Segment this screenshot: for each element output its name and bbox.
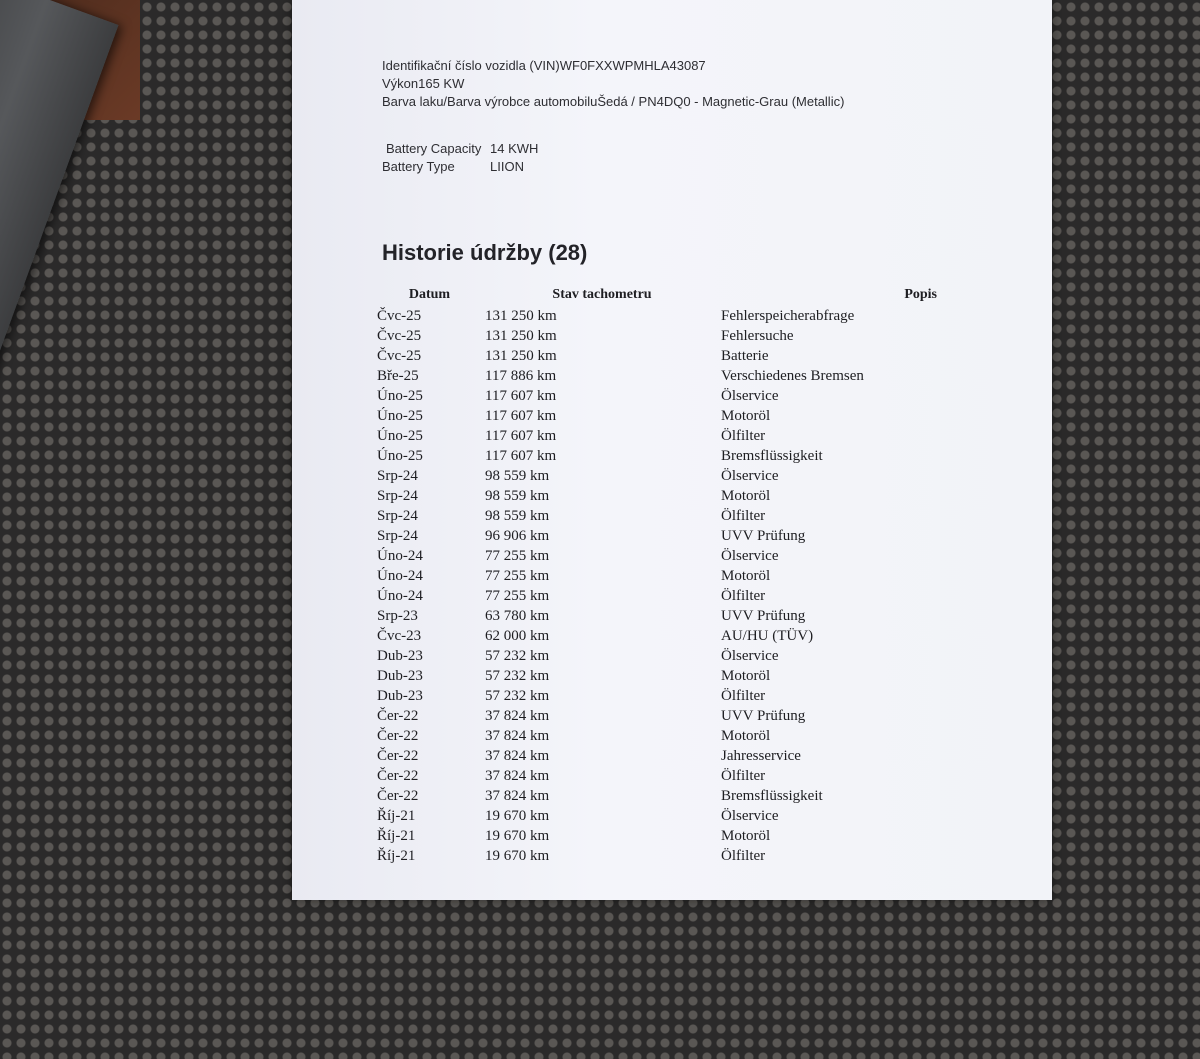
table-row <box>377 827 937 847</box>
row-date: Dub-23 <box>377 668 423 684</box>
row-km: 57 232 km <box>485 668 550 684</box>
battery-info <box>382 140 538 176</box>
row-km: 77 255 km <box>485 568 550 584</box>
row-km: 37 824 km <box>485 748 550 764</box>
table-row <box>377 747 937 767</box>
table-row <box>377 687 937 707</box>
row-km: 117 886 km <box>485 368 557 384</box>
row-km: 131 250 km <box>485 348 557 364</box>
table-row <box>377 607 937 627</box>
row-desc: Motoröl <box>721 828 771 844</box>
row-km: 37 824 km <box>485 788 550 804</box>
row-km: 63 780 km <box>485 608 550 624</box>
row-date: Čer-22 <box>377 748 419 764</box>
row-km: 62 000 km <box>485 628 550 644</box>
table-row <box>377 807 937 827</box>
row-km: 131 250 km <box>485 308 557 324</box>
row-desc: Jahresservice <box>721 748 801 764</box>
table-row <box>377 727 937 747</box>
row-date: Úno-25 <box>377 448 423 464</box>
table-row <box>377 467 937 487</box>
row-date: Čvc-23 <box>377 628 422 644</box>
row-km: 96 906 km <box>485 528 550 544</box>
row-date: Čer-22 <box>377 728 419 744</box>
row-desc: Ölfilter <box>721 428 766 444</box>
table-row <box>377 507 937 527</box>
row-km: 98 559 km <box>485 488 550 504</box>
battery-type-label: Battery Type <box>382 159 455 174</box>
table-row <box>377 367 937 387</box>
row-desc: Ölfilter <box>721 768 766 784</box>
row-date: Srp-24 <box>377 528 418 544</box>
header-km: Stav tachometru <box>552 287 652 302</box>
row-desc: Motoröl <box>721 568 771 584</box>
history-table <box>377 287 937 867</box>
row-desc: Ölservice <box>721 808 779 824</box>
table-row <box>377 707 937 727</box>
row-km: 19 670 km <box>485 848 550 864</box>
row-km: 117 607 km <box>485 428 557 444</box>
row-desc: Fehlersuche <box>721 328 794 344</box>
row-date: Čer-22 <box>377 768 419 784</box>
row-desc: Ölfilter <box>721 508 766 524</box>
row-date: Říj-21 <box>377 808 416 824</box>
table-row <box>377 487 937 507</box>
row-date: Úno-24 <box>377 568 423 584</box>
row-km: 117 607 km <box>485 408 557 424</box>
row-desc: UVV Prüfung <box>721 528 806 544</box>
row-km: 19 670 km <box>485 808 550 824</box>
row-date: Úno-24 <box>377 548 423 564</box>
row-desc: Batterie <box>721 348 769 364</box>
row-km: 98 559 km <box>485 468 550 484</box>
table-row <box>377 327 937 347</box>
row-desc: Motoröl <box>721 668 771 684</box>
table-row <box>377 307 937 327</box>
row-date: Dub-23 <box>377 648 423 664</box>
row-desc: Fehlerspeicherabfrage <box>721 308 855 324</box>
row-date: Čvc-25 <box>377 308 422 324</box>
row-date: Srp-23 <box>377 608 418 624</box>
row-km: 77 255 km <box>485 588 550 604</box>
row-km: 37 824 km <box>485 708 550 724</box>
row-desc: Motoröl <box>721 408 771 424</box>
row-desc: Bremsflüssigkeit <box>721 448 823 464</box>
row-km: 37 824 km <box>485 768 550 784</box>
row-km: 98 559 km <box>485 508 550 524</box>
row-date: Říj-21 <box>377 828 416 844</box>
row-date: Čer-22 <box>377 708 419 724</box>
row-desc: Ölservice <box>721 648 779 664</box>
history-title: Historie údržby (28) <box>382 240 588 265</box>
header-date: Datum <box>408 287 451 302</box>
table-row <box>377 427 937 447</box>
vehicle-info <box>382 57 844 111</box>
row-km: 117 607 km <box>485 448 557 464</box>
power-line: Výkon165 KW <box>382 76 465 91</box>
row-desc: Ölfilter <box>721 848 766 864</box>
row-km: 37 824 km <box>485 728 550 744</box>
row-desc: AU/HU (TÜV) <box>721 628 814 644</box>
row-km: 19 670 km <box>485 828 550 844</box>
row-date: Srp-24 <box>377 508 418 524</box>
row-km: 131 250 km <box>485 328 557 344</box>
table-row <box>377 767 937 787</box>
table-row <box>377 527 937 547</box>
row-desc: UVV Prüfung <box>721 608 806 624</box>
table-row <box>377 667 937 687</box>
row-km: 77 255 km <box>485 548 550 564</box>
row-km: 117 607 km <box>485 388 557 404</box>
row-desc: Bremsflüssigkeit <box>721 788 823 804</box>
row-date: Úno-25 <box>377 408 423 424</box>
row-desc: Motoröl <box>721 728 771 744</box>
row-desc: Ölfilter <box>721 588 766 604</box>
paint-line: Barva laku/Barva výrobce automobiluŠedá / PN4DQ0 - Magnetic-Grau (Metallic) <box>382 94 845 109</box>
row-desc: UVV Prüfung <box>721 708 806 724</box>
row-date: Čer-22 <box>377 788 419 804</box>
row-date: Říj-21 <box>377 848 416 864</box>
row-date: Úno-25 <box>377 388 423 404</box>
vin-line: Identifikační číslo vozidla (VIN)WF0FXXWPMHLA43087 <box>382 58 706 73</box>
row-date: Úno-25 <box>377 428 423 444</box>
table-row <box>377 387 937 407</box>
row-desc: Ölfilter <box>721 688 766 704</box>
battery-capacity-row <box>382 140 538 158</box>
table-header <box>377 287 937 307</box>
row-desc: Verschiedenes Bremsen <box>721 368 864 384</box>
row-desc: Ölservice <box>721 388 779 404</box>
header-desc: Popis <box>904 287 937 302</box>
battery-type-row <box>382 158 538 176</box>
row-km: 57 232 km <box>485 648 550 664</box>
table-body <box>377 307 937 867</box>
table-row <box>377 587 937 607</box>
table-row <box>377 447 937 467</box>
row-desc: Ölservice <box>721 548 779 564</box>
battery-type-value: LIION <box>490 159 524 174</box>
table-row <box>377 347 937 367</box>
row-desc: Ölservice <box>721 468 779 484</box>
table-row <box>377 627 937 647</box>
row-desc: Motoröl <box>721 488 771 504</box>
row-date: Srp-24 <box>377 488 418 504</box>
row-date: Úno-24 <box>377 588 423 604</box>
document-page <box>292 0 1052 900</box>
table-row <box>377 847 937 867</box>
row-date: Bře-25 <box>377 368 419 384</box>
row-date: Čvc-25 <box>377 348 422 364</box>
table-row <box>377 647 937 667</box>
battery-capacity-label: Battery Capacity <box>386 141 482 156</box>
row-date: Dub-23 <box>377 688 423 704</box>
table-row <box>377 547 937 567</box>
table-row <box>377 567 937 587</box>
row-km: 57 232 km <box>485 688 550 704</box>
row-date: Srp-24 <box>377 468 418 484</box>
row-date: Čvc-25 <box>377 328 422 344</box>
table-row <box>377 407 937 427</box>
table-row <box>377 787 937 807</box>
battery-capacity-value: 14 KWH <box>490 141 539 156</box>
